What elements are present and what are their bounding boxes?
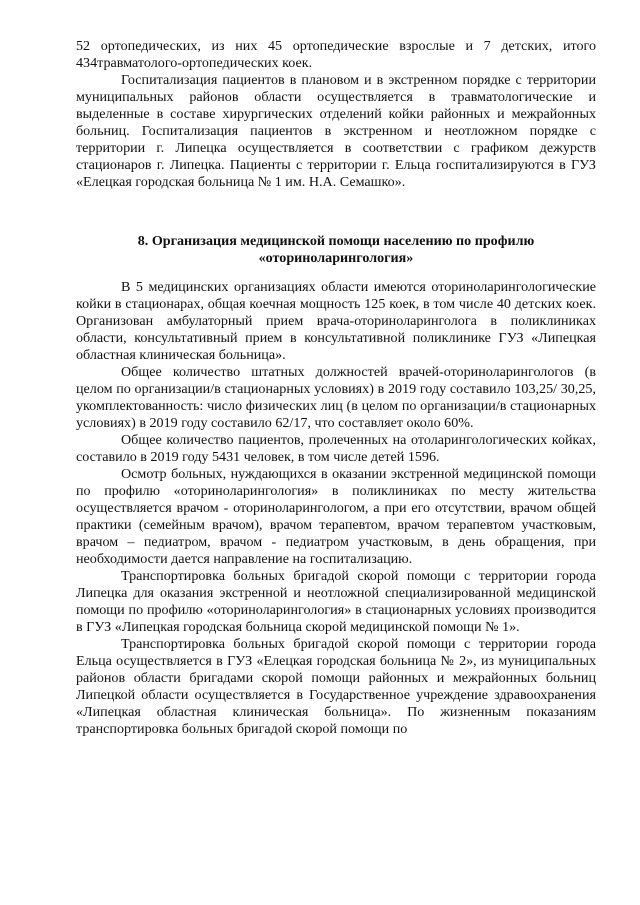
paragraph-transport-yelets: Транспортировка больных бригадой скорой помощи с территории города Ельца осуществляется в ГУЗ «Елецкая городская больница № 2», из муниципальных районов области бригадами скорой помощи районных и межрайонных больниц Липецкой области осуществляется в Государственное учреждение здравоохранения «Липецкая областная клиническая больница». По жизненным показаниям транспортировка больных бригадой скорой помощи по xyxy=(76,636,596,737)
section-heading: 8. Организация медицинской помощи населению по профилю «оториноларингология» xyxy=(137,233,535,266)
paragraph-patients-treated: Общее количество пациентов, пролеченных на отоларингологических койках, составило в 2019 году 5431 человек, в том числе детей 1596. xyxy=(76,432,596,465)
paragraph-transport-lipetsk: Транспортировка больных бригадой скорой помощи с территории города Липецка для оказания экстренной и неотложной специализированной медицинской помощи по профилю «оториноларингология» в стационарных условиях производится в ГУЗ «Липецкая городская больница скорой медицинской помощи № 1». xyxy=(76,568,596,635)
paragraph-ent-beds: В 5 медицинских организациях области имеются оториноларингологические койки в стационарах, общая коечная мощность 125 коек, в том числе 40 детских коек. Организован амбулаторный прием врача-оториноларинголога в поликлиниках области, консультативный прием в консультативной поликлинике ГУЗ «Липецкая областная клиническая больница». xyxy=(76,279,596,363)
document-page xyxy=(76,38,596,738)
paragraph-examination: Осмотр больных, нуждающихся в оказании экстренной медицинской помощи по профилю «оториноларингология» в поликлиниках по месту жительства осуществляется врачом - оториноларингологом, а при его отсутствии, врачом общей практики (семейным врачом), врачом терапевтом, врачом терапевтом участковым, врачом – педиатром, врачом - педиатром участковым, в день обращения, при необходимости дается направление на госпитализацию. xyxy=(76,466,596,567)
paragraph-staffing: Общее количество штатных должностей врачей-оториноларингологов (в целом по организации/в стационарных условиях) в 2019 году составило 103,25/ 30,25, укомплектованность: число физических лиц (в целом по организации/в стационарных условиях) в 2019 году составило 62/17, что составляет около 60%. xyxy=(76,364,596,431)
paragraph-beds-total: 52 ортопедических, из них 45 ортопедические взрослые и 7 детских, итого 434травматолого-ортопедических коек. xyxy=(76,38,596,71)
paragraph-hospitalization: Госпитализация пациентов в плановом и в экстренном порядке с территории муниципальных районов области осуществляется в травматологические и выделенные в составе хирургических отделений койки районных и межрайонных больниц. Госпитализация пациентов в экстренном и неотложном порядке с территории г. Липецка осуществляется в соответствии с графиком дежурств стационаров г. Липецка. Пациенты с территории г. Ельца госпитализируются в ГУЗ «Елецкая городская больница № 1 им. Н.А. Семашко». xyxy=(76,72,596,190)
